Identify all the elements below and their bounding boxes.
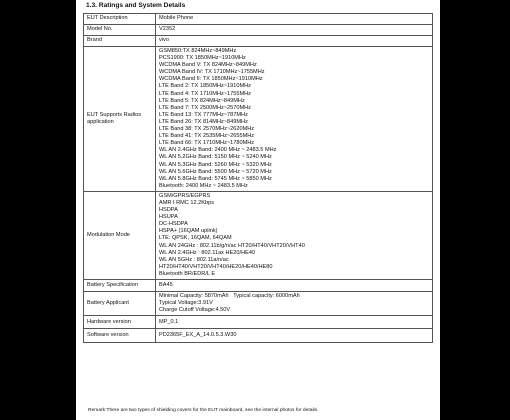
table-row bbox=[84, 25, 433, 36]
table-row bbox=[84, 316, 433, 329]
value-line: LTE Band 26: TX 814MHz~849MHz bbox=[159, 118, 248, 125]
row-value bbox=[156, 292, 433, 316]
value-line: DC-HSDPA bbox=[159, 221, 188, 228]
value-line: LTE Band 41: TX 2535MHz~2655MHz bbox=[159, 133, 255, 140]
value-line: Bluetooth BR/EDR/L E bbox=[159, 270, 216, 277]
value-line: WL AN 2.4GHz : 802.11ax HE20/HE40 bbox=[159, 249, 256, 256]
row-value bbox=[156, 36, 433, 47]
value-line: WCDMA Band II: TX 1850MHz~1910MHz bbox=[159, 76, 263, 83]
row-label: Battery Applicant bbox=[84, 292, 156, 316]
row-label: Battery Specification bbox=[84, 280, 156, 292]
value-line: WL AN 5GHz : 802.11a/n/ac bbox=[159, 256, 229, 263]
row-value bbox=[156, 47, 433, 192]
value-line: WL AN 5.3GHz Band: 5260 MHz ~ 5320 MHz bbox=[159, 161, 272, 168]
row-label: EUT Description bbox=[84, 14, 156, 25]
table-row bbox=[84, 14, 433, 25]
value-line: V2352 bbox=[159, 26, 176, 33]
row-value bbox=[156, 14, 433, 25]
value-line: Minimal Capacity: 5870mAh Typical capacity: 6000mAh bbox=[159, 293, 300, 299]
value-line: WCDMA Band IV: TX 1710MHz~1755MHz bbox=[159, 69, 265, 76]
row-value bbox=[156, 191, 433, 279]
value-line: PCS1900: TX 1850MHz~1910MHz bbox=[159, 55, 246, 62]
row-label: Model No. bbox=[84, 25, 156, 36]
value-line: WL AN 24GHz : 802.11b/g/n/ac HT20/HT40/VHT20/VHT40 bbox=[159, 242, 305, 249]
remark-note: Remark:There are two types of shielding covers for the EUT mainboard, see the internal photos for details. bbox=[88, 408, 319, 413]
row-value bbox=[156, 280, 433, 292]
value-line: BA45 bbox=[159, 281, 173, 288]
value-line: HSUPA bbox=[159, 214, 178, 221]
value-line: LTE Band 38: TX 2570MHz~2620MHz bbox=[159, 126, 255, 133]
value-line: MP_0.1 bbox=[159, 318, 179, 325]
value-line: Charge Cutoff Voltage:4.50V bbox=[159, 307, 231, 314]
ratings-table bbox=[83, 13, 433, 343]
row-label: Modulation Mode bbox=[84, 191, 156, 279]
table-row bbox=[84, 36, 433, 47]
row-label: EUT Supports Radios application bbox=[84, 47, 156, 192]
value-line: HSDPA bbox=[159, 207, 178, 214]
value-line: PD2365F_EX_A_14.0.5.3.W30 bbox=[159, 332, 237, 339]
row-value bbox=[156, 316, 433, 329]
value-line: LTE Band 66: TX 1710MHz~1780MHz bbox=[159, 140, 255, 147]
row-label: Software version bbox=[84, 329, 156, 343]
value-line: LTE Band 2: TX 1850MHz~1910MHz bbox=[159, 83, 251, 90]
value-line: WL AN 5.6GHz Band: 5500 MHz ~ 5720 MHz bbox=[159, 168, 272, 175]
value-line: Bluetooth: 2400 MHz ~ 2483.5 MHz bbox=[159, 182, 248, 189]
value-line: Typical Voltage:3.91V bbox=[159, 300, 213, 307]
row-value bbox=[156, 25, 433, 36]
value-line: WCDMA Band V: TX 824MHz~849MHz bbox=[159, 62, 257, 69]
value-line: LTE Band 5: TX 824MHz~849MHz bbox=[159, 97, 245, 104]
value-line: WL AN 5.8GHz Band: 5745 MHz ~ 5850 MHz bbox=[159, 175, 272, 182]
table-row bbox=[84, 280, 433, 292]
row-value bbox=[156, 329, 433, 343]
table-row bbox=[84, 47, 433, 192]
value-line: LTE Band 7: TX 2500MHz~2570MHz bbox=[159, 104, 251, 111]
value-line: HT20/HT40/VHT20/VHT40/HE20/HE40/HE80 bbox=[159, 263, 273, 270]
value-line: HSPA+ (16QAM uplink) bbox=[159, 228, 218, 235]
value-line: LTE: QPSK, 16QAM, 64QAM bbox=[159, 235, 232, 242]
value-line: AMR I RMC 12.2Kbps bbox=[159, 199, 215, 206]
value-line: WL AN 2.4GHz Band: 2400 MHz ~ 2483.5 MHz bbox=[159, 147, 277, 154]
value-line: vivo bbox=[159, 37, 169, 44]
row-label: Hardware version bbox=[84, 316, 156, 329]
table-row bbox=[84, 292, 433, 316]
value-line: GSM850:TX 824MHz~849MHz bbox=[159, 48, 237, 54]
table-row bbox=[84, 329, 433, 343]
value-line: GSM/GPRS/EGPRS bbox=[159, 192, 211, 199]
value-line: WL AN 5.2GHz Band: 5150 MHz ~ 5240 MHz bbox=[159, 154, 272, 161]
value-line: Mobile Phone bbox=[159, 15, 194, 22]
section-heading: 1.3. Ratings and System Details bbox=[86, 2, 186, 9]
row-label: Brand bbox=[84, 36, 156, 47]
document-page bbox=[76, 0, 440, 420]
value-line: LTE Band 4: TX 1710MHz~1755MHz bbox=[159, 90, 251, 97]
table-row bbox=[84, 191, 433, 279]
value-line: LTE Band 13: TX 777MHz~787MHz bbox=[159, 111, 248, 118]
